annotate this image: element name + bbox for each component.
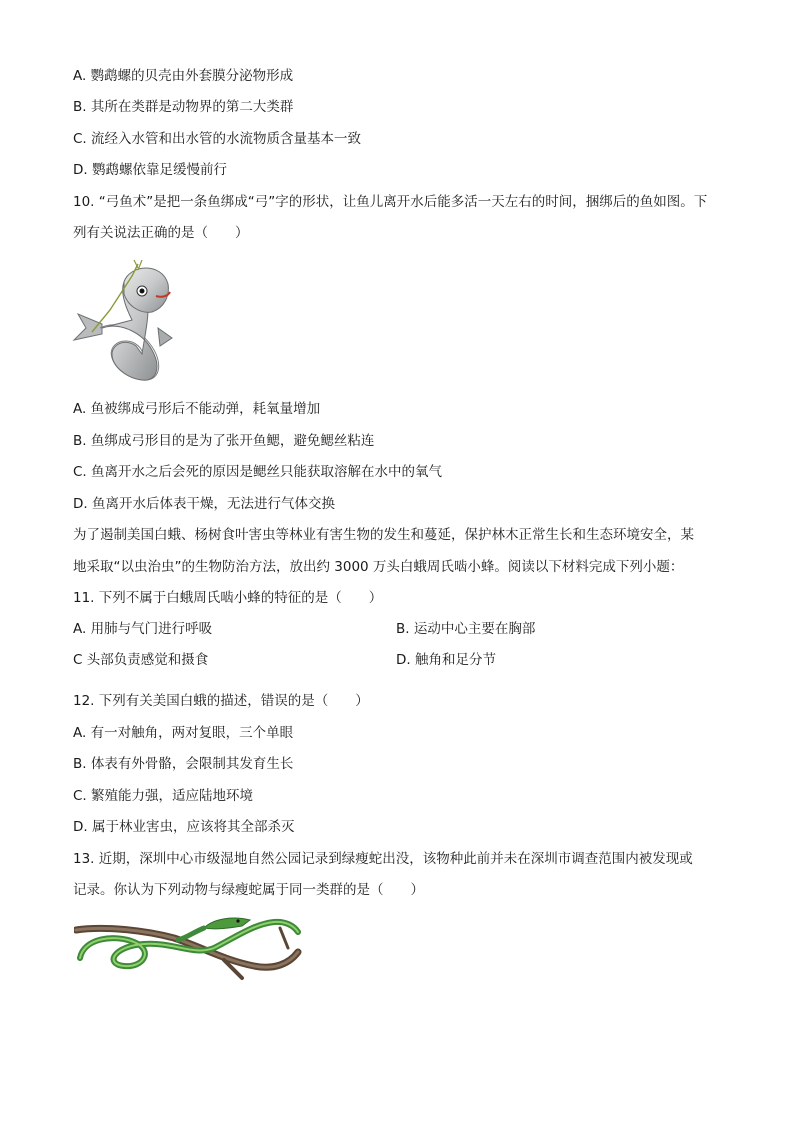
- material-line1: 为了遏制美国白蛾、杨树食叶害虫等林业有害生物的发生和蔓延，保护林木正常生长和生态环境安全，某: [73, 527, 694, 543]
- q12-option-b: B. 体表有外骨骼，会限制其发育生长: [73, 756, 294, 772]
- q9-option-c: C. 流经入水管和出水管的水流物质含量基本一致: [73, 131, 362, 147]
- green-vine-snake-image: [74, 908, 302, 980]
- q13-stem-line2: 记录。你认为下列动物与绿瘦蛇属于同一类群的是（ ）: [73, 882, 424, 898]
- q10-stem-line2: 列有关说法正确的是（ ）: [73, 225, 249, 241]
- q13-stem-line1: 13. 近期，深圳中心市级湿地自然公园记录到绿瘦蛇出没，该物种此前并未在深圳市调查范围内被发现或: [73, 851, 693, 867]
- q12-option-d: D. 属于林业害虫，应该将其全部杀灭: [73, 819, 295, 835]
- material-line2: 地采取“以虫治虫”的生物防治方法，放出约 3000 万头白蛾周氏啮小蜂。阅读以下材料完成下列小题：: [73, 559, 684, 575]
- q9-option-a: A. 鹦鹉螺的贝壳由外套膜分泌物形成: [73, 68, 294, 84]
- q11-option-c: C 头部负责感觉和摄食: [73, 652, 209, 668]
- q10-stem-line1: 10. “弓鱼术”是把一条鱼绑成“弓”字的形状，让鱼儿离开水后能多活一天左右的时间，捆绑后的鱼如图。下: [73, 194, 708, 210]
- q10-option-d: D. 鱼离开水后体表干燥，无法进行气体交换: [73, 496, 335, 512]
- q10-option-a: A. 鱼被绑成弓形后不能动弹，耗氧量增加: [73, 401, 321, 417]
- q10-option-c: C. 鱼离开水之后会死的原因是鳃丝只能获取溶解在水中的氧气: [73, 464, 443, 480]
- q11-option-b: B. 运动中心主要在胸部: [396, 621, 536, 637]
- q11-option-a: A. 用肺与气门进行呼吸: [73, 621, 213, 637]
- q12-option-c: C. 繁殖能力强，适应陆地环境: [73, 788, 254, 804]
- bow-fish-image: [72, 258, 182, 386]
- q12-option-a: A. 有一对触角，两对复眼，三个单眼: [73, 725, 294, 741]
- q9-option-b: B. 其所在类群是动物界的第二大类群: [73, 99, 294, 115]
- q9-option-d: D. 鹦鹉螺依靠足缓慢前行: [73, 162, 227, 178]
- q10-option-b: B. 鱼绑成弓形目的是为了张开鱼鳃，避免鳃丝粘连: [73, 433, 375, 449]
- q11-option-d: D. 触角和足分节: [396, 652, 496, 668]
- q11-stem: 11. 下列不属于白蛾周氏啮小蜂的特征的是（ ）: [73, 590, 383, 606]
- q12-stem: 12. 下列有关美国白蛾的描述，错误的是（ ）: [73, 693, 369, 709]
